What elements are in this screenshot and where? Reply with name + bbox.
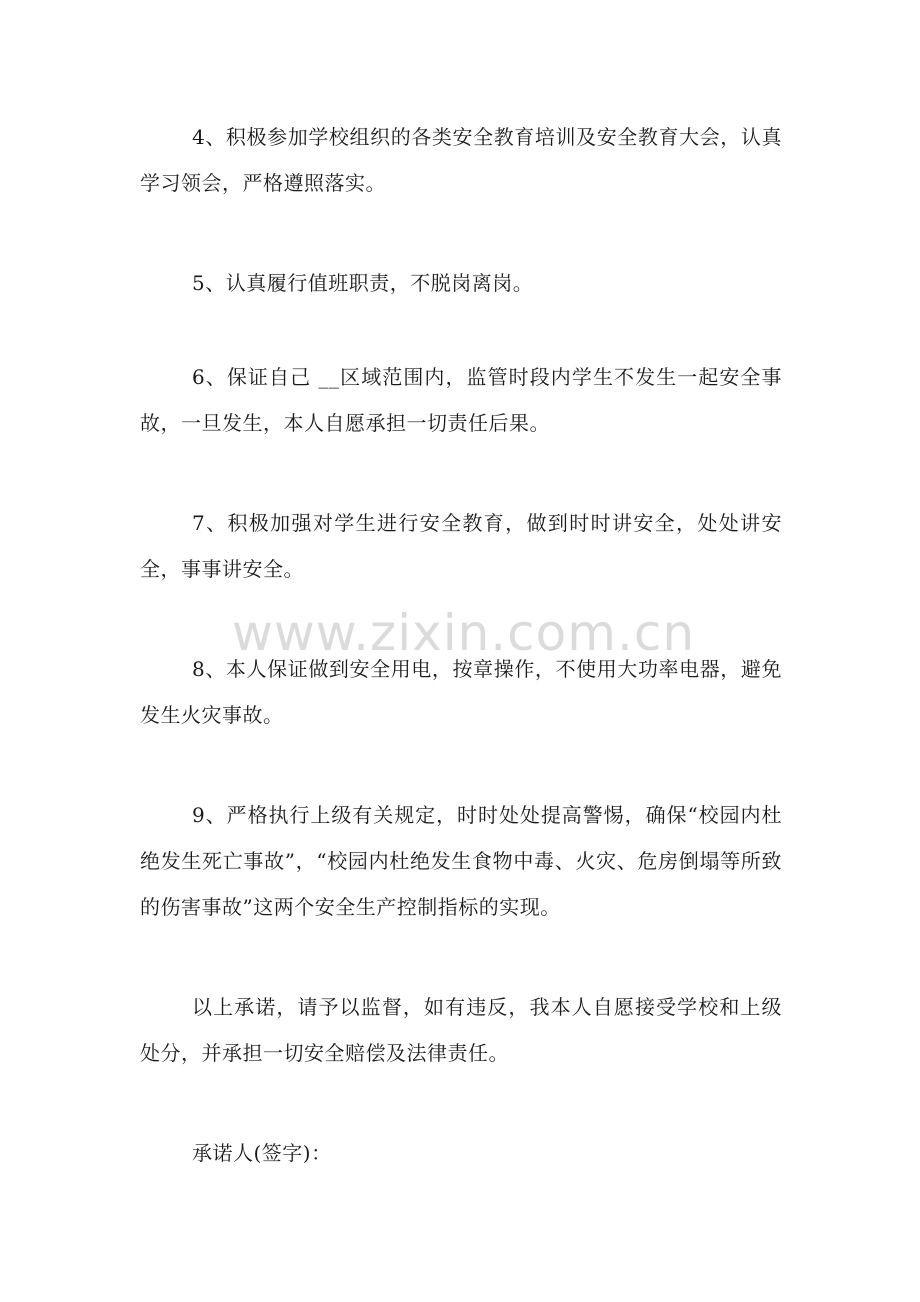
paragraph-item-8: 8、本人保证做到安全用电，按章操作，不使用大功率电器，避免发生火灾事故。 bbox=[140, 657, 782, 727]
signature-line: 承诺人(签字)： bbox=[192, 1141, 332, 1165]
paragraph-item-5: 5、认真履行值班职责，不脱岗离岗。 bbox=[192, 271, 534, 295]
paragraph-item-7: 7、积极加强对学生进行安全教育，做到时时讲安全，处处讲安全，事事讲安全。 bbox=[140, 511, 782, 581]
paragraph-item-6: 6、保证自己 __区域范围内，监管时段内学生不发生一起安全事故，一旦发生，本人自愿承担一切责任后果。 bbox=[140, 365, 782, 435]
paragraph-item-4: 4、积极参加学校组织的各类安全教育培训及安全教育大会，认真学习领会，严格遵照落实。 bbox=[140, 125, 782, 195]
paragraph-item-9: 9、严格执行上级有关规定，时时处处提高警惕，确保“校园内杜绝发生死亡事故”，“校园内杜绝发生食物中毒、火灾、危房倒塌等所致的伤害事故”这两个安全生产控制指标的实现。 bbox=[140, 803, 782, 919]
watermark: www.zixin.com.cn bbox=[232, 604, 696, 662]
closing-statement: 以上承诺，请予以监督，如有违反，我本人自愿接受学校和上级处分，并承担一切安全赔偿及法律责任。 bbox=[140, 995, 782, 1065]
